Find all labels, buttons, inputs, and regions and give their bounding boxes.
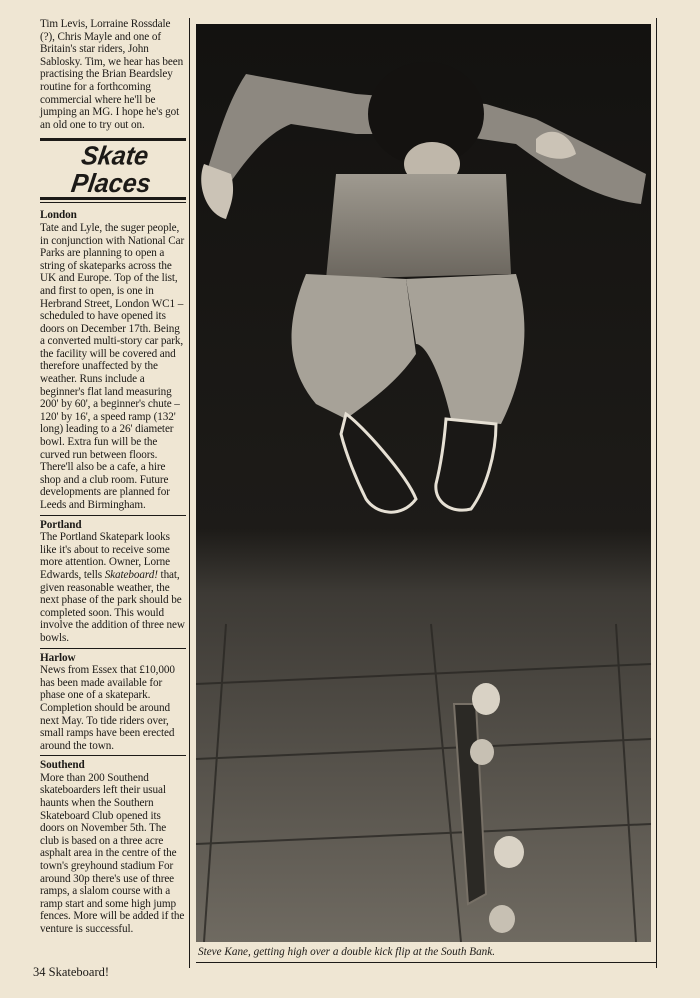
section-divider — [40, 755, 186, 756]
magazine-name: Skateboard! — [104, 568, 158, 581]
section-heading: Harlow — [40, 651, 76, 664]
section-heading: Portland — [40, 518, 82, 531]
banner-title: Skate Places — [69, 141, 153, 199]
section-divider — [40, 648, 186, 649]
section-heading: Southend — [40, 759, 85, 772]
column-rule-right — [656, 18, 657, 968]
photo-illustration — [196, 24, 651, 942]
caption-rule — [196, 962, 657, 963]
section-harlow — [40, 652, 186, 753]
section-body — [40, 531, 186, 644]
column-rule-left — [189, 18, 190, 968]
skate-places-banner — [40, 138, 186, 203]
section-body-part: The Portland Skatepark looks like it's about to receive some more attention. Owner, Lorne Edwards, tells — [40, 531, 171, 581]
intro-paragraph: Tim Levis, Lorraine Rossdale (?), Chris Mayle and one of Britain's star riders, John Sablosky. Tim, we hear has been practising the Brian Beardsley routine for a forthcoming commercial where he'll be jumping an MG. I hope he's got an old one to try out on. — [40, 18, 184, 131]
section-body-part: that, given reasonable weather, the next phase of the park should be completed soon. This would involve the addition of three new bowls. — [40, 568, 185, 644]
text-column — [40, 18, 186, 936]
section-body: Tate and Lyle, the suger people, in conjunction with National Car Parks are planning to open a string of skateparks across the UK and Europe. Top of the list, and first to open, is one in Herbrand Street, London WC1 – scheduled to have opened its doors on December 17th. Being a converted multi-story car park, the facility will be covered and therefore unaffected by the weather. Runs include a beginner's flat land measuring 200' by 60', a beginner's chute – 120' by 16', a speed ramp (132' long) leading to a 26' diameter bowl. Extra fun will be the curved run between floors. There'll also be a cafe, a hire shop and a club room. Future developments are planned for Leeds and Birmingham. — [40, 221, 185, 511]
section-london — [40, 209, 186, 511]
section-heading: London — [40, 209, 77, 222]
section-body: More than 200 Southend skateboarders left their usual haunts when the Southern Skateboard Club opened its doors on November 5th. The club is based on a three acre asphalt area in the centre of the town's greyhound stadium For around 30p there's use of three ramps, a slalom course with a ramp start and some high jump fences. More will be added if the venture is successful. — [40, 771, 185, 935]
skateboarder-photo — [196, 24, 651, 942]
photo-caption: Steve Kane, getting high over a double kick flip at the South Bank. — [198, 946, 496, 958]
page-footer: 34 Skateboard! — [33, 965, 110, 979]
section-body: News from Essex that £10,000 has been made available for phase one of a skatepark. Completion should be around next May. To tide riders over, small ramps have been erected around the town. — [40, 664, 175, 752]
section-portland — [40, 519, 186, 645]
banner-rule-bottom-thin — [40, 202, 186, 203]
section-divider — [40, 515, 186, 516]
section-southend — [40, 759, 186, 935]
